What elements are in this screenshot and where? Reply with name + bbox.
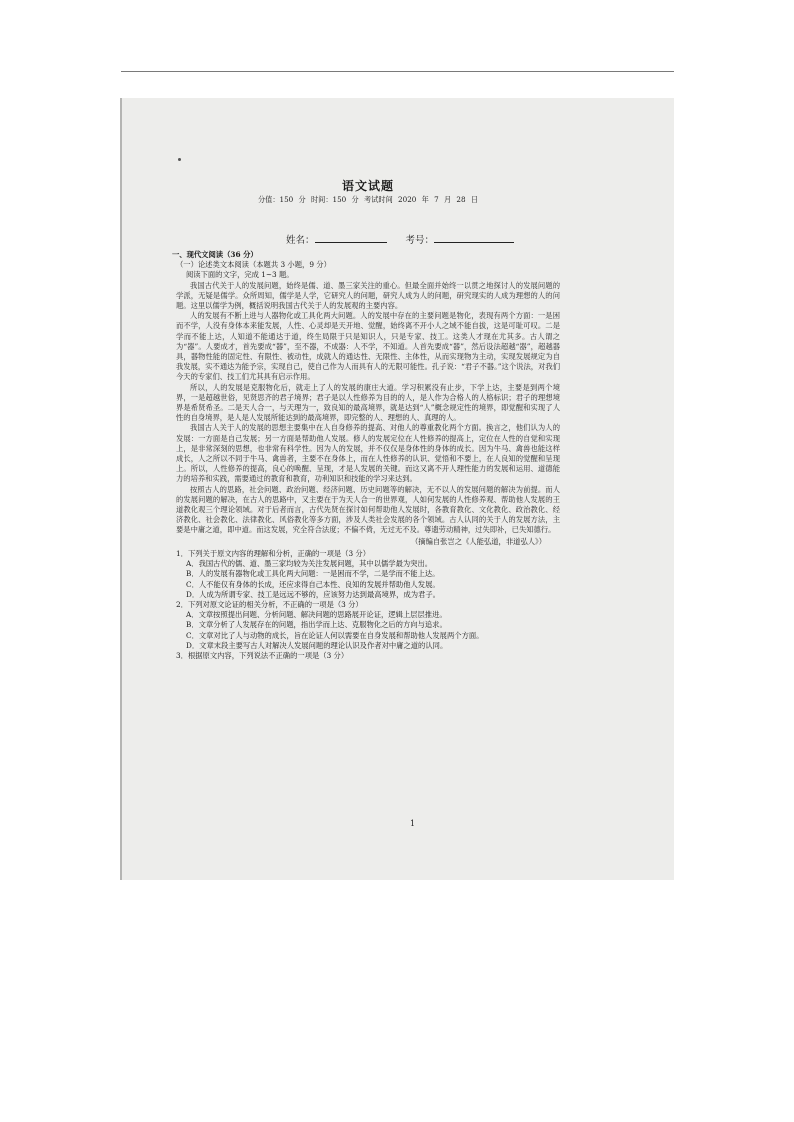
passage-paragraph: 我国古人关于人的发展的思想主要集中在人自身修养的提高、对他人的尊重教化两个方面。换言之，他们认为人的发展：一方面是自己发展；另一方面是帮助他人发展。修人的发展定位在人性修养的提高上，定位在人性的自觉和实现上，是非常深刻的思想，也非常有科学性。因为人的发展，并不仅仅是身体性的身体的成长。因为牛马、禽兽也能这样成长，人之所以不同于牛马、禽兽者，主要不在身体上，而在人性修养的认识、觉悟和不要上，在人良知的觉醒和呈现上。所以，人性修养的提高，良心的唤醒、呈现，才是人发展的关键。而这又离不开人理性能力的发展和运用、道德能力的培养和实践，需要通过的教育和教育，功利知识和技能的学习来达到。 (176, 423, 560, 484)
reading-instruction: 阅读下面的文字，完成 1~3 题。 (186, 270, 294, 280)
question-option: A．我国古代的儒、道、墨三家均较为关注发展问题，其中以儒学最为突出。 (186, 559, 433, 569)
name-label: 姓名： (286, 235, 315, 246)
section-heading: 一、现代文阅读（36 分） (172, 250, 258, 259)
number-blank[interactable] (434, 234, 514, 243)
question-option: A．文章按照提出问题、分析问题、解决问题的思路展开论证，逻辑上层层推进。 (186, 610, 447, 620)
question-option: C．人不能仅有身体的长成，还应求得自己本性、良知的发展并帮助他人发展。 (186, 579, 440, 589)
passage-source: （摘编自张岂之《人能弘道，非道弘人》） (411, 536, 546, 546)
question-1 (176, 549, 560, 600)
stray-mark (178, 158, 181, 161)
question-stem: 3．根据原文内容，下列说法不正确的一项是（3 分） (176, 650, 349, 660)
question-option: C．文章对比了人与动物的成长，旨在论证人何以需要在自身发展和帮助他人发展两个方面。 (186, 630, 484, 640)
question-stem: 2．下列对原文论证的相关分析，不正确的一项是（3 分） (176, 599, 363, 609)
exam-content (172, 178, 560, 661)
passage-paragraph: 所以，人的发展是克服物化后，就走上了人的发展的康庄大道。学习积累没有止步，下学上达，主要是到两个境界，一是超越世俗，见贤思齐的君子境界；君子是以人性修养为目的的人，是人作为合格人的人格标识；君子的理想境界是希贤希圣。二是天人合一，与天理为一，致良知的最高境界，就是达到“人”概念规定性的境界，即觉醒和实现了人性的自身境界，是人是人发展所能达到的最高境界，即完整的人、理想的人、真理的人。 (176, 382, 560, 423)
number-label: 考号： (405, 235, 435, 246)
question-option: B．人的发展有器物化或工具化两大问题：一是困而不学，二是学而不能上达。 (186, 569, 440, 579)
question-option: D．人成为所谓专家、技工是远远不够的，应该努力达到最高境界，成为君子。 (186, 589, 440, 599)
passage-paragraph: 我国古代关于人的发展问题，始终是儒、道、墨三家关注的重心。但最全面并始终一以贯之地探讨人的发展问题的学派，无疑是儒学。众所周知，儒学是人学，它研究人的问题，研究人成为人的问题，研究现实的人成为理想的人的问题。这里以儒学为例，概括说明我国古代关于人的发展观的主要内容。 (176, 280, 560, 311)
student-info-row (176, 234, 560, 248)
name-blank[interactable] (315, 234, 387, 243)
passage-paragraph: 按照古人的思路，社会问题、政治问题、经济问题、历史问题等的解决，无不以人的发展问题的解决为前提。而人的发展问题的解决，在古人的思路中，又主要在于为天人合一的世界观，人如何发展的人性修养观、帮助他人发展的王道教化观三个理论领域。对于后者而言，古代先贤在探讨如何帮助他人发展时，各教育教化、文化教化、政治教化、经济教化、社会教化、法律教化、风俗教化等多方面，涉及人类社会发展的各个领域。古人认同的关于人的发展方法，主要是中庸之道，即中道。而这发展，究全符合法度；不偏不倚，无过无不及。尊遗劳动精神，过失即补，已失知德行。 (176, 484, 560, 535)
scan-edge (120, 98, 122, 880)
question-option: B．文章分析了人发展存在的问题，指出学而上达、克服物化之后的方向与追求。 (186, 620, 447, 630)
top-rule (121, 71, 674, 72)
question-stem: 1．下列关于原文内容的理解和分析，正确的一项是（3 分） (176, 548, 371, 558)
page-number: 1 (410, 819, 416, 828)
question-2 (176, 600, 560, 651)
exam-title: 语文试题 (341, 179, 394, 193)
passage-paragraph: 人的发展有不断上进与人器物化或工具化两大问题。人的发展中存在的主要问题是物化，表现有两个方面：一是困而不学，人没有身体本来能发展，人性、心灵却是天开地、觉醒，始终离不开小人之域不能自拔，这是可耻可叹。二是学而不能上达，人知道不能通达于道，终生局限于只是知识人，只是专家、技工。这类人才现在尤其多。古人谓之为“器”。人要成才，首先要成“器”，至不器，不成器：人不学，不知道。人首先要成“器”，然后设法超越“器”，超越器具，器物性能的固定性、有限性、被动性，成就人的通达性、无限性、主体性，从而实现物为主动，实现发展规定为自我发展，实不通达为能予宗，实现自己，使自己作为人而具有人的无限可能性。孔子说：“君子不器。”这个说法，对我们今天的专家们、技工们尤其具有启示作用。 (176, 311, 560, 382)
sub-heading: （一）论述类文本阅读（本题共 3 小题，9 分） (176, 260, 331, 270)
exam-meta: 分值：150 分 时间：150 分 考试时间 2020 年 7 月 28 日 (257, 195, 479, 204)
question-3 (176, 651, 560, 661)
question-option: D．文章末段主要写古人对解决人发展问题的理论认识及作者对中庸之道的认同。 (186, 640, 448, 650)
